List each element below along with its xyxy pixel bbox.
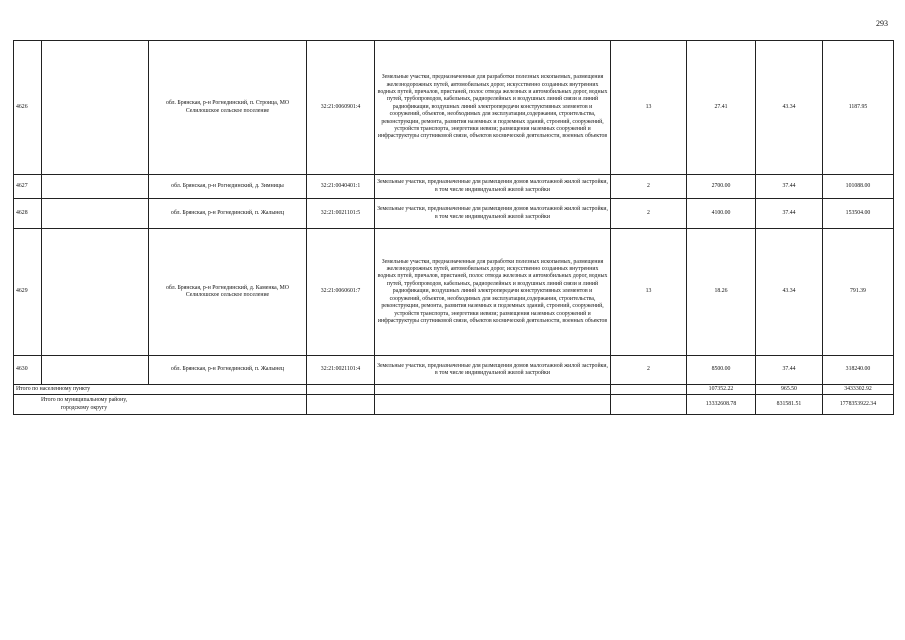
table-row — [14, 41, 894, 175]
value-cell: 791.39 — [823, 229, 894, 356]
area-cell: 18.26 — [687, 229, 756, 356]
empty-cell — [611, 395, 687, 415]
cadastral-number-cell: 32:21:0021101:5 — [307, 199, 375, 229]
area-cell: 27.41 — [687, 41, 756, 175]
area-cell: 8500.00 — [687, 356, 756, 385]
empty-cell — [42, 41, 149, 175]
rate-cell: 37.44 — [756, 175, 823, 199]
page-number: 293 — [876, 19, 888, 28]
use-code-cell: 13 — [611, 229, 687, 356]
empty-cell — [375, 385, 611, 395]
address-cell: обл. Брянская, р-н Рогнединский, д. Каменка, МО Селилошское сельское поселение — [149, 229, 307, 356]
land-use-cell: Земельные участки, предназначенные для разработки полезных ископаемых, размещения железнодорожных путей, автомобильных дорог, искусственно созданных внутренних водных путей, причалов, пристаней, полос отвода железных и автомобильных дорог, водных путей, трубопроводов, кабельных, радиорелейных и воздушных линий связи и линий радиофикации, воздушных линий электропередачи конструктивных элементов и сооружений, объектов, необходимых для эксплуатации,содержания, строительства, реконструкции, ремонта, развития наземных и подземных зданий, строений, сооружений, устройств транспорта, энергетики иевязи; размещения наземных сооружений и инфраструктуры спутниковой связи, объектов космической деятельности, военных объектов — [375, 41, 611, 175]
cadastral-number-cell: 32:21:0040401:1 — [307, 175, 375, 199]
total-value-cell: 3433302.92 — [823, 385, 894, 395]
use-code-cell: 13 — [611, 41, 687, 175]
table-row — [14, 175, 894, 199]
rate-cell: 43.34 — [756, 41, 823, 175]
area-cell: 2700.00 — [687, 175, 756, 199]
land-use-cell: Земельные участки, предназначенные для разработки полезных ископаемых, размещения железнодорожных путей, автомобильных дорог, искусственно созданных внутренних водных путей, причалов, пристаней, полос отвода железных и автомобильных дорог, водных путей, трубопроводов, кабельных, радиорелейных и воздушных линий связи и линий радиофикации, воздушных линий электропередачи конструктивных элементов и сооружений, объектов, необходимых для эксплуатации,содержания, строительства, реконструкции, ремонта, развития наземных и подземных зданий, строений, сооружений, устройств транспорта, энергетики иевязи; размещения наземных сооружений и инфраструктуры спутниковой связи, объектов космической деятельности, военных объектов — [375, 229, 611, 356]
empty-cell — [42, 356, 149, 385]
rate-cell: 37.44 — [756, 356, 823, 385]
row-number: 4628 — [14, 199, 42, 229]
empty-cell — [42, 175, 149, 199]
value-cell: 153504.00 — [823, 199, 894, 229]
use-code-cell: 2 — [611, 356, 687, 385]
table-row — [14, 356, 894, 385]
land-use-cell: Земельные участки, предназначенные для размещения домов малоэтажной жилой застройки, в том числе индивидуальной жилой застройки — [375, 175, 611, 199]
use-code-cell: 2 — [611, 175, 687, 199]
empty-cell — [307, 395, 375, 415]
address-cell: обл. Брянская, р-н Рогнединский, п. Жалынец — [149, 356, 307, 385]
cadastral-number-cell: 32:21:0021101:4 — [307, 356, 375, 385]
total-value-cell: 1778353922.34 — [823, 395, 894, 415]
row-number: 4629 — [14, 229, 42, 356]
table-row — [14, 199, 894, 229]
total-label-text: Итого по муниципальному району, городскому округу — [40, 397, 128, 411]
area-cell: 4100.00 — [687, 199, 756, 229]
land-use-cell: Земельные участки, предназначенные для размещения домов малоэтажной жилой застройки, в том числе индивидуальной жилой застройки — [375, 199, 611, 229]
address-cell: обл. Брянская, р-н Рогнединский, д. Зимницы — [149, 175, 307, 199]
address-cell: обл. Брянская, р-н Рогнединский, п. Строица, МО Селилошское сельское поселение — [149, 41, 307, 175]
value-cell: 318240.00 — [823, 356, 894, 385]
use-code-cell: 2 — [611, 199, 687, 229]
total-row — [14, 385, 894, 395]
total-rate-cell: 831581.51 — [756, 395, 823, 415]
cadastral-number-cell: 32:21:0060601:7 — [307, 229, 375, 356]
value-cell: 1187.95 — [823, 41, 894, 175]
land-use-cell: Земельные участки, предназначенные для размещения домов малоэтажной жилой застройки, в том числе индивидуальной жилой застройки — [375, 356, 611, 385]
total-label — [14, 395, 307, 415]
row-number: 4626 — [14, 41, 42, 175]
empty-cell — [42, 229, 149, 356]
rate-cell: 43.34 — [756, 229, 823, 356]
rate-cell: 37.44 — [756, 199, 823, 229]
table-row — [14, 229, 894, 356]
total-area-cell: 13332608.78 — [687, 395, 756, 415]
empty-cell — [611, 385, 687, 395]
empty-cell — [307, 385, 375, 395]
address-cell: обл. Брянская, р-н Рогнединский, п. Жалынец — [149, 199, 307, 229]
row-number: 4630 — [14, 356, 42, 385]
land-register-table — [13, 40, 894, 415]
total-label: Итого по населенному пункту — [14, 385, 307, 395]
empty-cell — [42, 199, 149, 229]
cadastral-number-cell: 32:21:0060901:4 — [307, 41, 375, 175]
total-rate-cell: 965.50 — [756, 385, 823, 395]
row-number: 4627 — [14, 175, 42, 199]
empty-cell — [375, 395, 611, 415]
value-cell: 101088.00 — [823, 175, 894, 199]
total-area-cell: 107352.22 — [687, 385, 756, 395]
total-row — [14, 395, 894, 415]
